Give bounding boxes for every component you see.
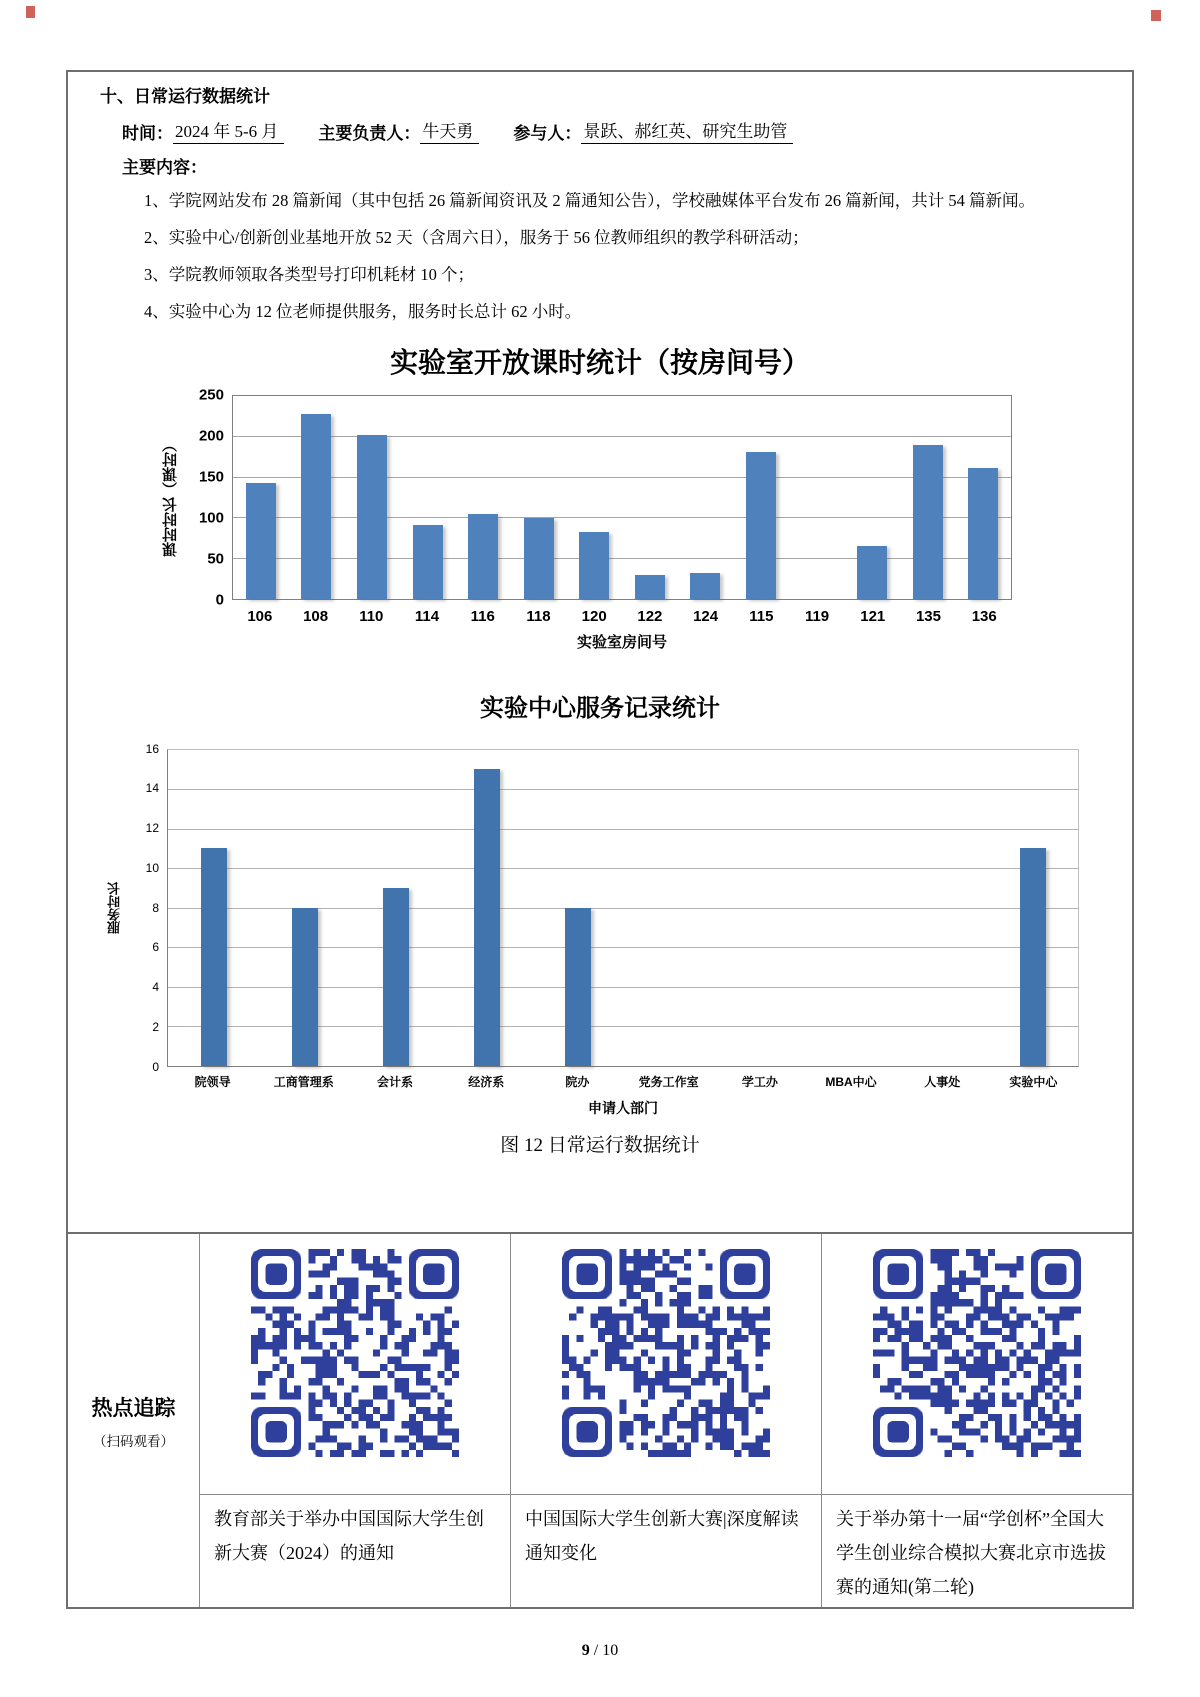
y-tick-label: 6: [152, 940, 159, 955]
x-tick-label: 120: [581, 607, 607, 625]
x-axis-ticks: [232, 608, 1012, 625]
y-tick-label: 14: [145, 781, 159, 796]
report-table: [66, 70, 1134, 1609]
bar-136: [968, 468, 998, 599]
bar-slot: [623, 750, 714, 1066]
meta-time: [122, 117, 284, 144]
figure-caption: 图 12 日常运行数据统计: [500, 1134, 700, 1156]
bar-series: [168, 750, 1078, 1066]
y-tick-label: 100: [198, 509, 224, 526]
bar-slot: [844, 396, 900, 599]
x-tick-label: 院办: [565, 1074, 590, 1089]
bar-slot: [344, 396, 400, 599]
y-tick-label: 250: [198, 386, 224, 403]
y-tick-label: 0: [215, 591, 224, 608]
list-item: 2、实验中心/创新创业基地开放 52 天（含周六日），服务于 56 位教师组织的教学科研活动；: [144, 227, 809, 247]
qr-code: [873, 1249, 1081, 1457]
meta-lead: [318, 117, 479, 144]
hotspot-title: 热点追踪: [91, 1396, 176, 1420]
page-total: 10: [602, 1642, 619, 1659]
chart-title: 实验中心服务记录统计: [480, 694, 720, 722]
x-tick-label: 工商管理系: [273, 1074, 334, 1089]
y-tick-label: 10: [145, 860, 159, 875]
hotspot-section: [68, 1232, 1132, 1607]
y-tick-label: 12: [145, 821, 159, 835]
page-number: [0, 1642, 1200, 1660]
bar-slot: [805, 750, 896, 1066]
meta-lead-value: 牛天勇: [420, 117, 479, 144]
bar-slot: [455, 396, 511, 599]
corner-artifact: [26, 6, 35, 18]
x-tick-label: 学工办: [741, 1074, 778, 1089]
bar-115: [746, 452, 776, 598]
x-tick-label: 114: [414, 607, 440, 625]
bar-114: [413, 525, 443, 599]
bar-slot: [987, 750, 1078, 1066]
qr-code: [251, 1249, 459, 1457]
bar-122: [635, 575, 665, 599]
bar-经济系: [474, 769, 500, 1065]
y-tick-label: 200: [198, 427, 224, 444]
section-title: 十、日常运行数据统计: [100, 87, 270, 106]
bar-工商管理系: [292, 908, 318, 1066]
y-tick-label: 4: [152, 980, 159, 994]
chart-title: 实验室开放课时统计（按房间号）: [389, 346, 810, 378]
hotspot-subtitle: （扫码观看）: [93, 1433, 174, 1449]
content-item-list: [144, 187, 1074, 327]
main-section: [68, 72, 1132, 1232]
meta-line: [122, 117, 1104, 144]
chart-service-records: [105, 688, 1095, 1118]
bar-106: [246, 483, 276, 598]
x-tick-label: 122: [637, 607, 663, 625]
y-axis-ticks: [186, 386, 232, 608]
bar-series: [233, 396, 1011, 599]
y-tick-label: 16: [145, 741, 159, 756]
x-tick-label: 119: [804, 607, 830, 625]
bar-院领导: [201, 848, 227, 1065]
y-axis-title: 服务时长: [107, 881, 122, 934]
y-tick-label: 8: [152, 900, 159, 915]
meta-participants: [513, 117, 793, 144]
x-tick-label: 121: [860, 607, 886, 625]
y-tick-label: 2: [152, 1019, 159, 1034]
y-axis-ticks: [127, 741, 167, 1074]
bar-121: [857, 546, 887, 599]
qr-caption: 关于举办第十一届“学创杯”全国大学生创业综合模拟大赛北京市选拔赛的通知(第二轮): [836, 1509, 1106, 1598]
list-item: 1、学院网站发布 28 篇新闻（其中包括 26 篇新闻资讯及 2 篇通知公告），学校融媒体平台发布 26 篇新闻，共计 54 篇新闻。: [144, 191, 1035, 210]
x-tick-label: 106: [247, 607, 273, 625]
x-tick-label: 院领导: [194, 1074, 231, 1089]
x-tick-label: 经济系: [468, 1074, 505, 1089]
bar-slot: [714, 750, 805, 1066]
x-tick-label: 124: [693, 607, 719, 625]
meta-participants-label: 参与人：: [513, 124, 582, 143]
bar-会计系: [383, 888, 409, 1066]
qr-cell: [822, 1234, 1132, 1494]
corner-artifact: [1151, 10, 1161, 21]
x-tick-label: 115: [749, 607, 774, 625]
y-axis-title: 课时时长（课时）: [162, 437, 179, 557]
bar-slot: [789, 396, 845, 599]
bar-slot: [900, 396, 956, 599]
bar-slot: [896, 750, 987, 1066]
x-tick-label: 135: [915, 607, 941, 625]
bar-slot: [350, 750, 441, 1066]
bar-135: [913, 445, 943, 598]
x-tick-label: 实验中心: [1009, 1074, 1058, 1089]
bar-110: [357, 435, 387, 598]
list-item: 4、实验中心为 12 位老师提供服务，服务时长总计 62 小时。: [144, 301, 582, 321]
meta-time-value: 2024 年 5-6 月: [173, 117, 284, 144]
bar-slot: [511, 396, 567, 599]
x-tick-label: 人事处: [924, 1074, 961, 1089]
hotspot-main: [200, 1234, 1132, 1607]
qr-caption: 中国国际大学生创新大赛|深度解读通知变化: [511, 1495, 822, 1607]
bar-slot: [289, 396, 345, 599]
bar-slot: [441, 750, 532, 1066]
bar-slot: [678, 396, 734, 599]
bar-108: [301, 414, 331, 598]
bar-slot: [532, 750, 623, 1066]
x-tick-label: 136: [971, 607, 997, 625]
x-tick-label: MBA中心: [825, 1074, 877, 1089]
x-axis-title: 申请人部门: [588, 1099, 658, 1116]
chart-lab-open-hours: [160, 341, 1040, 652]
x-axis-ticks: [167, 1073, 1079, 1090]
bar-118: [524, 518, 554, 598]
x-tick-label: 110: [359, 607, 384, 625]
x-axis-title: 实验室房间号: [576, 633, 667, 651]
x-tick-label: 会计系: [377, 1074, 414, 1089]
page-current: 9: [581, 1642, 590, 1659]
bar-slot: [233, 396, 289, 599]
page-separator: /: [589, 1642, 603, 1659]
x-tick-label: 108: [303, 607, 329, 625]
hotspot-label-cell: [68, 1234, 200, 1607]
meta-participants-value: 景跃、郝红英、研究生助管: [581, 117, 793, 144]
bar-slot: [259, 750, 350, 1066]
x-tick-label: 118: [526, 607, 551, 625]
meta-lead-label: 主要负责人：: [318, 124, 421, 143]
bar-124: [690, 573, 720, 598]
bar-slot: [733, 396, 789, 599]
bar-116: [468, 514, 498, 598]
plot-area: [167, 749, 1079, 1067]
y-tick-label: 0: [152, 1059, 159, 1074]
list-item: 3、学院教师领取各类型号打印机耗材 10 个；: [144, 264, 474, 284]
bar-slot: [956, 396, 1012, 599]
bar-slot: [400, 396, 456, 599]
meta-time-label: 时间：: [122, 124, 173, 143]
qr-cell: [511, 1234, 822, 1494]
content-label: 主要内容：: [122, 158, 207, 177]
y-tick-label: 150: [198, 468, 224, 485]
plot-area: [232, 395, 1012, 600]
bar-slot: [168, 750, 259, 1066]
bar-实验中心: [1020, 848, 1046, 1065]
qr-code: [562, 1249, 770, 1457]
y-tick-label: 50: [207, 550, 224, 567]
x-tick-label: 116: [470, 607, 495, 625]
qr-caption-row: [200, 1494, 1132, 1607]
qr-row: [200, 1234, 1132, 1494]
bar-slot: [566, 396, 622, 599]
bar-120: [579, 532, 609, 599]
bar-slot: [622, 396, 678, 599]
x-tick-label: 党务工作室: [638, 1074, 699, 1089]
bar-院办: [565, 908, 591, 1066]
qr-cell: [200, 1234, 511, 1494]
qr-caption: 教育部关于举办中国国际大学生创新大赛（2024）的通知: [200, 1495, 511, 1607]
